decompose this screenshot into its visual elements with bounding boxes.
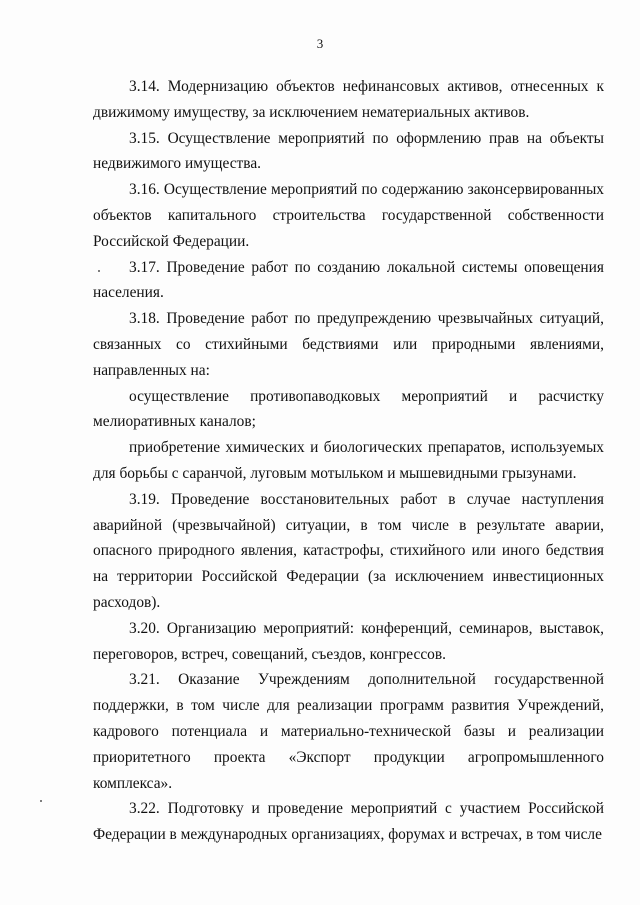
clause-3-15: 3.15. Осуществление мероприятий по оформлению прав на объекты недвижимого имущества. <box>93 129 604 173</box>
scan-speck <box>98 270 100 272</box>
clause-3-16: 3.16. Осуществление мероприятий по содержанию законсервированных объектов капитального строительства государственной собственности Российской Федерации. <box>93 181 604 250</box>
clause-3-19: 3.19. Проведение восстановительных работ в случае наступления аварийной (чрезвычайной) ситуации, в том числе в результате аварии, опасного природного явления, катастрофы, стихийного или иного бедствия на территории Российской Федерации (за исключением инвестиционных расходов). <box>93 490 604 611</box>
clause-3-18-item-1: осуществление противопаводковых мероприятий и расчистку мелиоративных каналов; <box>93 387 604 431</box>
document-body <box>93 74 604 848</box>
clause-3-18-item-2: приобретение химических и биологических препаратов, используемых для борьбы с саранчой, луговым мотыльком и мышевидными грызунами. <box>93 439 604 482</box>
page-number: 3 <box>316 36 324 51</box>
clause-3-14: 3.14. Модернизацию объектов нефинансовых активов, отнесенных к движимому имуществу, за исключением нематериальных активов. <box>93 78 604 121</box>
clause-3-22: 3.22. Подготовку и проведение мероприятий с участием Российской Федерации в международных организациях, форумах и встречах, в том числе <box>93 800 604 844</box>
clause-3-21: 3.21. Оказание Учреждениям дополнительной государственной поддержки, в том числе для реализации программ развития Учреждений, кадрового потенциала и материально-технической базы и реализации приоритетного проекта «Экспорт продукции агропромышленного комплекса». <box>93 671 604 792</box>
scan-speck <box>40 800 42 802</box>
clause-3-18: 3.18. Проведение работ по предупреждению чрезвычайных ситуаций, связанных со стихийными бедствиями или природными явлениями, направленных на: <box>93 310 604 379</box>
clause-3-20: 3.20. Организацию мероприятий: конференций, семинаров, выставок, переговоров, встреч, совещаний, съездов, конгрессов. <box>93 619 604 663</box>
clause-3-17: 3.17. Проведение работ по созданию локальной системы оповещения населения. <box>93 258 604 302</box>
